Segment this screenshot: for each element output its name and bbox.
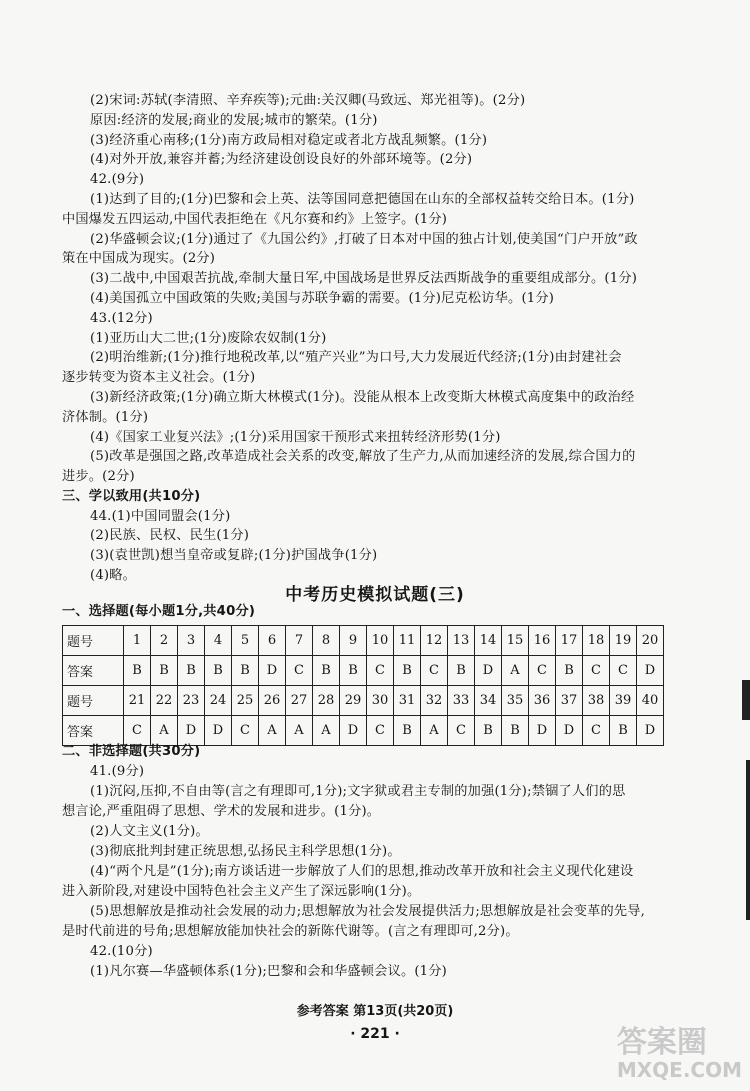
answer-cell: D bbox=[205, 716, 232, 746]
answer-cell: D bbox=[529, 716, 556, 746]
text-line: (2)人文主义(1分)。 bbox=[90, 824, 209, 839]
watermark-logo: 答案圈 MXQE.COM bbox=[616, 1025, 742, 1082]
question-number-cell: 20 bbox=[637, 626, 664, 656]
question-number-cell: 39 bbox=[610, 686, 637, 716]
text-line: 是时代前进的号角;思想解放能加快社会的新陈代谢等。(言之有理即可,2分)。 bbox=[62, 924, 519, 939]
answer-cell: C bbox=[124, 716, 151, 746]
question-number-cell: 14 bbox=[475, 626, 502, 656]
page-footer: 参考答案 第13页(共20页) bbox=[296, 1004, 454, 1019]
answer-cell: B bbox=[394, 656, 421, 686]
table-row bbox=[63, 626, 664, 656]
answer-cell: A bbox=[259, 716, 286, 746]
text-line: 原因:经济的发展;商业的发展;城市的繁荣。(1分) bbox=[90, 113, 378, 128]
question-number-cell: 17 bbox=[556, 626, 583, 656]
text-line: (3)二战中,中国艰苦抗战,牵制大量日军,中国战场是世界反法西斯战争的重要组成部分。(1分) bbox=[90, 271, 638, 286]
answer-cell: C bbox=[421, 656, 448, 686]
text-line: 44.(1)中国同盟会(1分) bbox=[90, 509, 231, 524]
answer-cell: D bbox=[556, 716, 583, 746]
row-label: 答案 bbox=[63, 656, 124, 686]
question-number-cell: 15 bbox=[502, 626, 529, 656]
answer-cell: D bbox=[637, 716, 664, 746]
text-line: (4)对外开放,兼容并蓄;为经济建设创设良好的外部环境等。(2分) bbox=[90, 152, 473, 167]
row-label: 答案 bbox=[63, 716, 124, 746]
text-line: (4)略。 bbox=[90, 568, 137, 583]
answer-cell: C bbox=[448, 716, 475, 746]
text-line: (2)华盛顿会议;(1分)通过了《九国公约》,打破了日本对中国的独占计划,使美国“门户开放”政 bbox=[90, 232, 638, 247]
answer-cell: B bbox=[340, 656, 367, 686]
question-number-cell: 18 bbox=[583, 626, 610, 656]
question-number-cell: 40 bbox=[637, 686, 664, 716]
question-number-cell: 12 bbox=[421, 626, 448, 656]
answer-cell: D bbox=[340, 716, 367, 746]
answer-cell: B bbox=[556, 656, 583, 686]
answer-cell: D bbox=[259, 656, 286, 686]
text-line: 进步。(2分) bbox=[62, 469, 135, 484]
table-row bbox=[63, 716, 664, 746]
text-line: (4)“两个凡是”(1分);南方谈话进一步解放了人们的思想,推动改革开放和社会主义现代化建设 bbox=[90, 864, 634, 879]
section-heading: 二、非选择题(共30分) bbox=[62, 744, 201, 759]
answer-cell: B bbox=[205, 656, 232, 686]
answer-cell: B bbox=[151, 656, 178, 686]
answer-cell: B bbox=[475, 716, 502, 746]
question-number-cell: 8 bbox=[313, 626, 340, 656]
table-row bbox=[63, 656, 664, 686]
question-number-cell: 38 bbox=[583, 686, 610, 716]
answer-cell: C bbox=[529, 656, 556, 686]
row-label: 题号 bbox=[63, 686, 124, 716]
question-number-cell: 21 bbox=[124, 686, 151, 716]
question-number: 41.(9分) bbox=[90, 764, 145, 779]
text-line: (3)(袁世凯)想当皇帝或复辟;(1分)护国战争(1分) bbox=[90, 548, 378, 563]
question-number-cell: 1 bbox=[124, 626, 151, 656]
question-number: 42.(10分) bbox=[90, 944, 153, 959]
answer-cell: C bbox=[286, 656, 313, 686]
question-number-cell: 7 bbox=[286, 626, 313, 656]
answer-cell: C bbox=[232, 716, 259, 746]
text-line: (5)改革是强国之路,改革造成社会关系的改变,解放了生产力,从而加速经济的发展,综合国力的 bbox=[90, 449, 636, 464]
question-number-cell: 6 bbox=[259, 626, 286, 656]
question-number-cell: 13 bbox=[448, 626, 475, 656]
page-number: · 221 · bbox=[350, 1026, 400, 1042]
text-line: (1)亚历山大二世;(1分)废除农奴制(1分) bbox=[90, 331, 327, 346]
question-number-cell: 3 bbox=[178, 626, 205, 656]
question-number-cell: 37 bbox=[556, 686, 583, 716]
question-number-cell: 28 bbox=[313, 686, 340, 716]
answer-cell: B bbox=[448, 656, 475, 686]
question-number-cell: 31 bbox=[394, 686, 421, 716]
text-line: (1)凡尔赛—华盛顿体系(1分);巴黎和会和华盛顿会议。(1分) bbox=[90, 964, 448, 979]
answer-cell: B bbox=[313, 656, 340, 686]
answer-cell: B bbox=[232, 656, 259, 686]
question-number-cell: 16 bbox=[529, 626, 556, 656]
text-line: (3)新经济政策;(1分)确立斯大林模式(1分)。没能从根本上改变斯大林模式高度集中的政治经 bbox=[90, 390, 635, 405]
question-number-cell: 36 bbox=[529, 686, 556, 716]
answer-cell: C bbox=[583, 656, 610, 686]
question-number-cell: 25 bbox=[232, 686, 259, 716]
answer-cell: C bbox=[367, 716, 394, 746]
answer-cell: C bbox=[367, 656, 394, 686]
text-line: 策在中国成为现实。(2分) bbox=[62, 251, 216, 266]
section-heading: 一、选择题(每小题1分,共40分) bbox=[62, 604, 256, 619]
question-number: 43.(12分) bbox=[90, 311, 153, 326]
section-heading: 三、学以致用(共10分) bbox=[62, 489, 201, 504]
text-line: 中国爆发五四运动,中国代表拒绝在《凡尔赛和约》上签字。(1分) bbox=[62, 212, 448, 227]
answer-cell: D bbox=[178, 716, 205, 746]
text-line: (4)美国孤立中国政策的失败;美国与苏联争霸的需要。(1分)尼克松访华。(1分) bbox=[90, 291, 555, 306]
question-number-cell: 34 bbox=[475, 686, 502, 716]
text-line: (2)宋词:苏轼(李清照、辛弃疾等);元曲:关汉卿(马致远、郑光祖等)。(2分) bbox=[90, 93, 526, 108]
question-number-cell: 11 bbox=[394, 626, 421, 656]
scan-edge-mark bbox=[746, 760, 750, 920]
answer-cell: A bbox=[502, 656, 529, 686]
answer-cell: B bbox=[502, 716, 529, 746]
text-line: (4)《国家工业复兴法》;(1分)采用国家干预形式来扭转经济形势(1分) bbox=[90, 430, 501, 445]
answer-cell: C bbox=[610, 656, 637, 686]
question-number-cell: 5 bbox=[232, 626, 259, 656]
text-line: (5)思想解放是推动社会发展的动力;思想解放为社会发展提供活力;思想解放是社会变革的先导, bbox=[90, 904, 646, 919]
answer-cell: A bbox=[421, 716, 448, 746]
question-number-cell: 2 bbox=[151, 626, 178, 656]
question-number-cell: 9 bbox=[340, 626, 367, 656]
text-line: 逐步转变为资本主义社会。(1分) bbox=[62, 370, 256, 385]
question-number-cell: 27 bbox=[286, 686, 313, 716]
text-line: 想言论,严重阻碍了思想、学术的发展和进步。(1分)。 bbox=[62, 804, 381, 819]
question-number-cell: 32 bbox=[421, 686, 448, 716]
text-line: (2)民族、民权、民生(1分) bbox=[90, 528, 250, 543]
question-number-cell: 30 bbox=[367, 686, 394, 716]
answer-cell: D bbox=[637, 656, 664, 686]
text-line: (1)沉闷,压抑,不自由等(言之有理即可,1分);文字狱或君主专制的加强(1分);禁锢了人们的思 bbox=[90, 784, 626, 799]
answer-cell: B bbox=[394, 716, 421, 746]
text-line: (1)达到了目的;(1分)巴黎和会上英、法等国同意把德国在山东的全部权益转交给日本。(1分) bbox=[90, 192, 635, 207]
question-number-cell: 23 bbox=[178, 686, 205, 716]
question-number-cell: 29 bbox=[340, 686, 367, 716]
question-number-cell: 19 bbox=[610, 626, 637, 656]
text-line: (2)明治维新;(1分)推行地税改革,以“殖产兴业”为口号,大力发展近代经济;(1分)由封建社会 bbox=[90, 350, 622, 365]
answer-cell: A bbox=[286, 716, 313, 746]
scan-edge-mark bbox=[742, 680, 750, 720]
question-number-cell: 24 bbox=[205, 686, 232, 716]
answer-cell: D bbox=[475, 656, 502, 686]
answer-cell: B bbox=[610, 716, 637, 746]
question-number-cell: 26 bbox=[259, 686, 286, 716]
text-line: 济体制。(1分) bbox=[62, 410, 149, 425]
text-line: 进入新阶段,对建设中国特色社会主义产生了深远影响(1分)。 bbox=[62, 884, 421, 899]
question-number-cell: 4 bbox=[205, 626, 232, 656]
exam-title: 中考历史模拟试题(三) bbox=[285, 585, 465, 605]
table-row bbox=[63, 686, 664, 716]
question-number-cell: 22 bbox=[151, 686, 178, 716]
question-number-cell: 10 bbox=[367, 626, 394, 656]
answer-cell: A bbox=[313, 716, 340, 746]
question-number: 42.(9分) bbox=[90, 172, 145, 187]
text-line: (3)彻底批判封建正统思想,弘扬民主科学思想(1分)。 bbox=[90, 844, 401, 859]
answer-cell: C bbox=[583, 716, 610, 746]
question-number-cell: 35 bbox=[502, 686, 529, 716]
answer-cell: A bbox=[151, 716, 178, 746]
text-line: (3)经济重心南移;(1分)南方政局相对稳定或者北方战乱频繁。(1分) bbox=[90, 133, 488, 148]
question-number-cell: 33 bbox=[448, 686, 475, 716]
answer-table bbox=[62, 625, 664, 746]
row-label: 题号 bbox=[63, 626, 124, 656]
answer-cell: B bbox=[124, 656, 151, 686]
answer-cell: B bbox=[178, 656, 205, 686]
